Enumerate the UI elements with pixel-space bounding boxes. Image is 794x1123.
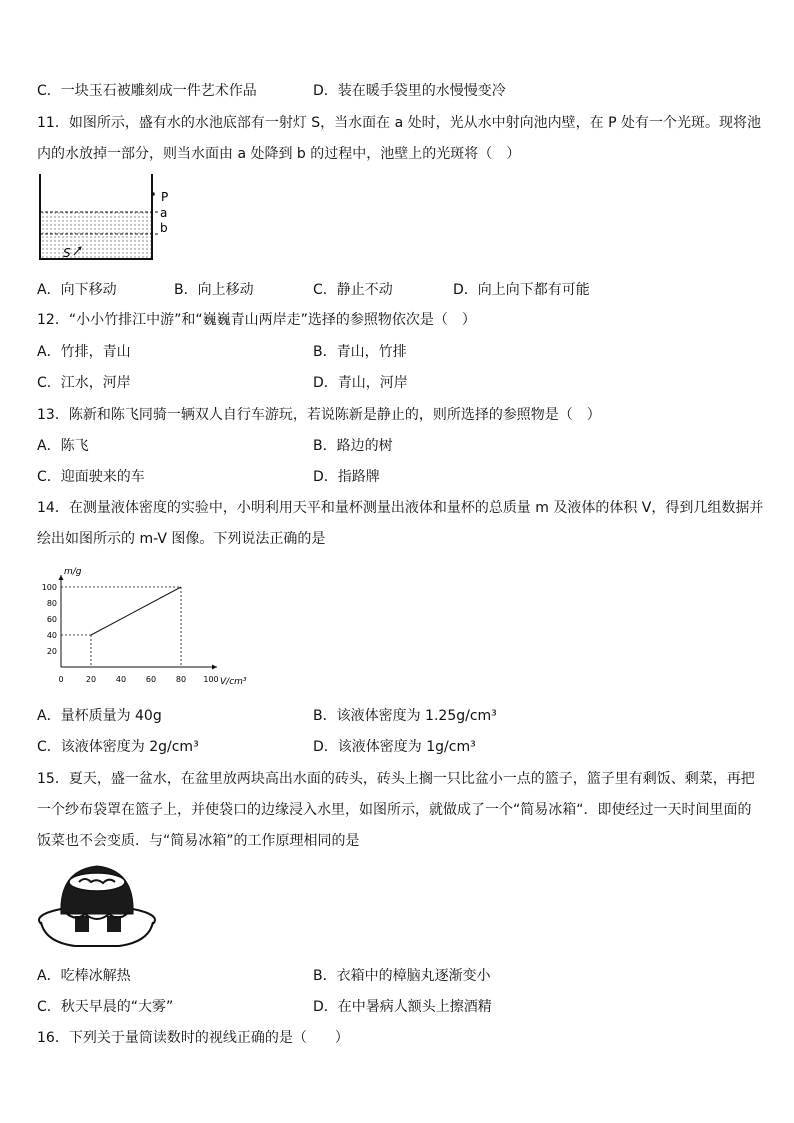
y-tick-label: 60 [46, 615, 57, 624]
q15-option-c: C．秋天早晨的“大雾” [37, 999, 174, 1015]
q15-stem-line2: 一个纱布袋罩在篮子上，并使袋口的边缘浸入水里，如图所示，就做成了一个“简易冰箱“．即使经过一天时间里面的 [37, 802, 752, 818]
q11-option-a: A．向下移动 [37, 282, 117, 298]
x-tick-label: 80 [175, 675, 187, 684]
q14-option-b: B．该液体密度为 1.25g/cm³ [313, 708, 497, 724]
series-line [91, 587, 181, 635]
x-tick-label: 0 [58, 675, 64, 684]
q13-option-d: D．指路牌 [313, 469, 380, 485]
q15-option-d: D．在中暑病人额头上擦酒精 [313, 999, 492, 1015]
q15-option-a: A．吃棒冰解热 [37, 968, 131, 984]
q14-option-d: D．该液体密度为 1g/cm³ [313, 739, 476, 755]
q15-stem-line3: 饭菜也不会变质．与“简易冰箱”的工作原理相同的是 [37, 833, 360, 849]
chart-axes [59, 575, 218, 670]
y-tick-label: 80 [46, 599, 57, 608]
q11-stem-line2: 内的水放掉一部分，则当水面由 a 处降到 b 的过程中，池壁上的光斑将（ ） [37, 146, 521, 162]
q15-option-b: B．衣箱中的樟脑丸逐渐变小 [313, 968, 491, 984]
label-a: a [160, 206, 168, 220]
q12-stem: 12．“小小竹排江中游”和“巍巍青山两岸走”选择的参照物依次是（ ） [37, 312, 476, 328]
x-tick-label: 40 [115, 675, 127, 684]
water-region [40, 212, 152, 259]
simple-fridge-figure [35, 860, 160, 954]
q12-option-a: A．竹排，青山 [37, 344, 131, 360]
q12-option-b: B．青山，竹排 [313, 344, 407, 360]
x-tick-label: 20 [85, 675, 97, 684]
label-p: P [161, 190, 169, 204]
y-tick-label: 100 [41, 583, 57, 592]
q13-option-c: C．迎面驶来的车 [37, 469, 145, 485]
x-axis-label: V/cm³ [220, 677, 247, 687]
q11-option-c: C．静止不动 [313, 282, 393, 298]
x-tick-label: 100 [203, 675, 219, 684]
chart-guides [61, 587, 181, 667]
y-axis-arrow-icon [59, 575, 64, 580]
q13-stem: 13．陈新和陈飞同骑一辆双人自行车游玩，若说陈新是静止的，则所选择的参照物是（ ） [37, 407, 601, 423]
q14-stem-line1: 14．在测量液体密度的实验中，小明利用天平和量杯测量出液体和量杯的总质量 m 及液体的体积 V，得到几组数据并 [37, 500, 764, 516]
q13-option-a: A．陈飞 [37, 438, 89, 454]
q12-option-d: D．青山，河岸 [313, 375, 408, 391]
x-tick-label: 60 [145, 675, 157, 684]
q16-stem: 16．下列关于量筒读数时的视线正确的是（ ） [37, 1030, 349, 1046]
basket-top [69, 873, 125, 891]
q13-option-b: B．路边的树 [313, 438, 393, 454]
label-s: S [63, 246, 71, 260]
light-spot-p [151, 192, 155, 196]
q14-option-a: A．量杯质量为 40g [37, 708, 162, 724]
x-axis-arrow-icon [212, 665, 217, 670]
q10-option-c: C．一块玉石被雕刻成一件艺术作品 [37, 83, 257, 99]
q14-stem-line2: 绘出如图所示的 m-V 图像。下列说法正确的是 [37, 531, 326, 547]
q11-stem-line1: 11．如图所示，盛有水的水池底部有一射灯 S，当水面在 a 处时，光从水中射向池内壁，在 P 处有一个光斑。现将池 [37, 115, 761, 131]
y-tick-label: 20 [46, 647, 57, 656]
q15-stem-line1: 15．夏天，盛一盆水，在盆里放两块高出水面的砖头，砖头上搁一只比盆小一点的篮子，篮子里有剩饭、剩菜，再把 [37, 771, 755, 787]
q12-option-c: C．江水，河岸 [37, 375, 131, 391]
q11-option-d: D．向上向下都有可能 [453, 282, 590, 298]
y-axis-label: m/g [64, 567, 82, 577]
m-v-chart [34, 560, 254, 692]
q11-option-b: B．向上移动 [174, 282, 254, 298]
chart-series [91, 587, 181, 635]
label-b: b [160, 221, 168, 235]
q14-option-c: C．该液体密度为 2g/cm³ [37, 739, 199, 755]
pool-figure [30, 172, 180, 264]
y-tick-label: 40 [46, 631, 57, 640]
chart-ticks [42, 583, 219, 684]
basin-body [41, 922, 153, 946]
q10-option-d: D．装在暖手袋里的水慢慢变冷 [313, 83, 506, 99]
